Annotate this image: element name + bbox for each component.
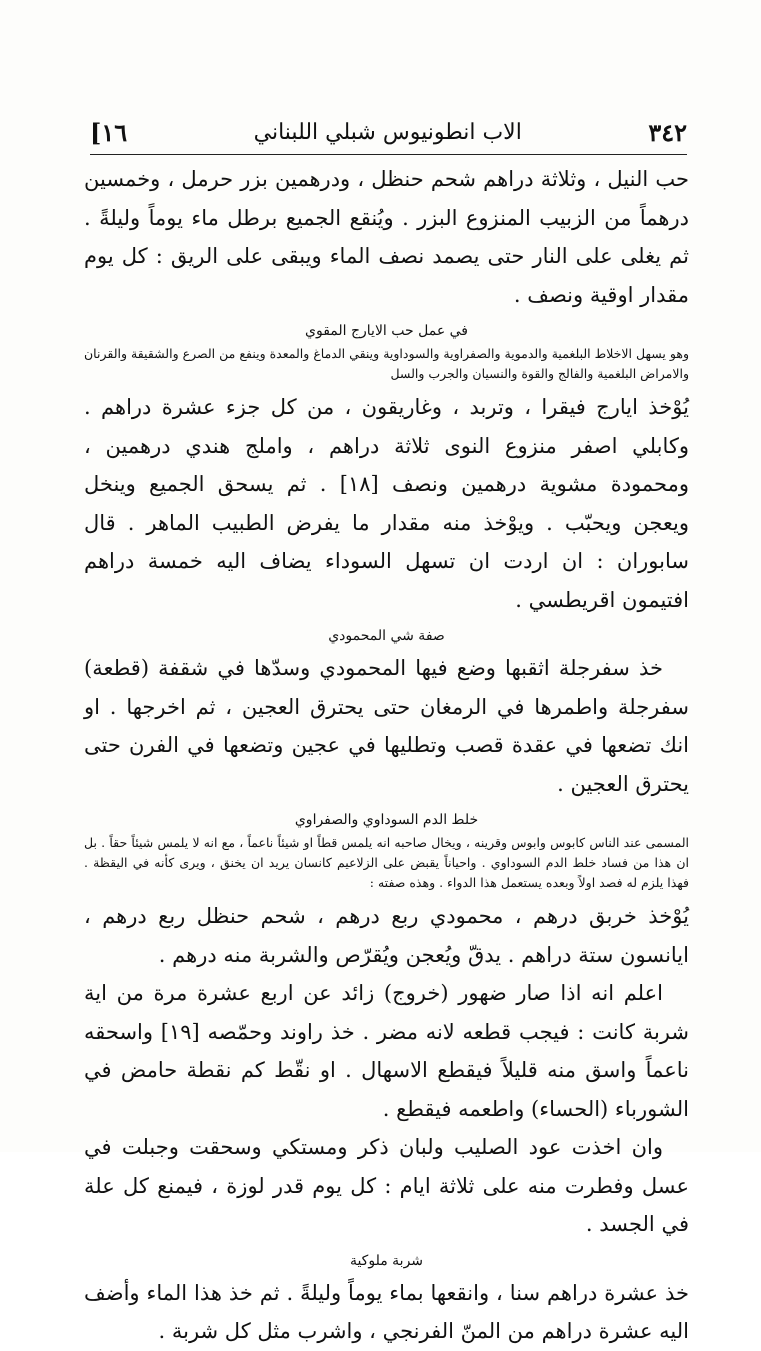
page-body	[84, 160, 689, 1351]
heading-blood-mixture: خلط الدم السوداوي والصفراوي	[294, 812, 479, 828]
heading-royal-drink: شربة ملوكية	[349, 1252, 424, 1269]
paragraph-diarrhea: اعلم انه اذا صار ضهور (خروج) زائد عن اربع عشرة مرة من اية شربة كانت : فيجب قطعه لانه مضر . خذ راوند وحمّصه [١٩] واسحقه ناعماً واسق منه قليلاً فيقطع الاسهال . او نقّط كم نقطة حامض في الشورباء (الحساء) واطعمه فيقطع .	[84, 981, 689, 1121]
paragraph-royal-drink: خذ عشرة دراهم سنا ، وانقعها بماء يوماً وليلةً . ثم خذ هذا الماء وأضف اليه عشرة دراهم من المنّ الفرنجي ، واشرب مثل كل شربة .	[84, 1280, 689, 1343]
paragraph-ayarij-recipe: يُوْخذ ايارج فيقرا ، وتربد ، وغاريقون ، من كل جزء عشرة دراهم . وكابلي اصفر منزوع النوى ثلاثة دراهم ، واملج هندي درهمين ، ومحمودة مشوية درهمين ونصف [١٨] . ثم يسحق الجميع وينخل ويعجن ويحبّب . ويوْخذ منه مقدار ما يفرض الطبيب الماهر . قال سابوران : ان اردت ان تسهل السوداء يضاف اليه خمسة دراهم افتيمون اقريطسي .	[84, 395, 689, 612]
heading-mahmoudi: صفة شي المحمودي	[328, 628, 445, 644]
ayarij-description: وهو يسهل الاخلاط البلغمية والدموية والصفراوية والسوداوية وينقي الدماغ والمعدة وينفع من الصرع والشقيقة والقرنان والامراض البلغمية والفالج والقوة والنسيان والجرب والسل	[84, 346, 689, 381]
page-number: ٣٤٢	[648, 117, 687, 147]
running-title: الاب انطونيوس شبلي اللبناني	[253, 119, 522, 145]
blood-mixture-description: المسمى عند الناس كابوس وابوس وقرينه ، ويخال صاحبه انه يلمس قطاً او شيئاً ناعماً ، مع انه لا يلمس شيئاً حقاً . بل ان هذا من فساد خلط الدم السوداوي . واحياناً يقبض على الزلاعيم كانسان يريد ان يخنق ، ويرى كأنه في اليقظة . فهذا يلزم له فصد اولاً وبعده يستعمل هذا الدواء . وهذه صفته :	[84, 835, 689, 890]
page-header	[90, 112, 687, 152]
paragraph-kharbaq: يُوْخذ خربق درهم ، محمودي ربع درهم ، شحم حنظل ربع درهم ، ايانسون ستة دراهم . يدقّ ويُعجن ويُقرّص والشربة منه درهم .	[84, 904, 689, 967]
section-mark: [١٦	[90, 117, 128, 147]
paragraph-cross-wood: وان اخذت عود الصليب ولبان ذكر ومستكي وسحقت وجبلت في عسل وفطرت منه على ثلاثة ايام : كل يوم قدر لوزة ، فيمنع كل علة في الجسد .	[84, 1135, 689, 1236]
header-rule	[90, 154, 687, 155]
paragraph-1: حب النيل ، وثلاثة دراهم شحم حنظل ، ودرهمين بزر حرمل ، وخمسين درهماً من الزبيب المنزوع البزر . ويُنقع الجميع برطل ماء يوماً وليلةً . ثم يغلى على النار حتى يصمد نصف الماء ويبقى على الريق : كل يوم مقدار اوقية ونصف .	[84, 167, 689, 307]
paragraph-mahmoudi: خذ سفرجلة اثقبها وضع فيها المحمودي وسدّها في شقفة (قطعة) سفرجلة واطمرها في الرمغان حتى يحترق العجين ، ثم اخرجها . او انك تضعها في عقدة قصب وتطليها في عجين وتضعها في الفرن حتى يحترق العجين .	[84, 656, 689, 796]
heading-ayarij: في عمل حب الايارج المقوي	[305, 323, 468, 339]
